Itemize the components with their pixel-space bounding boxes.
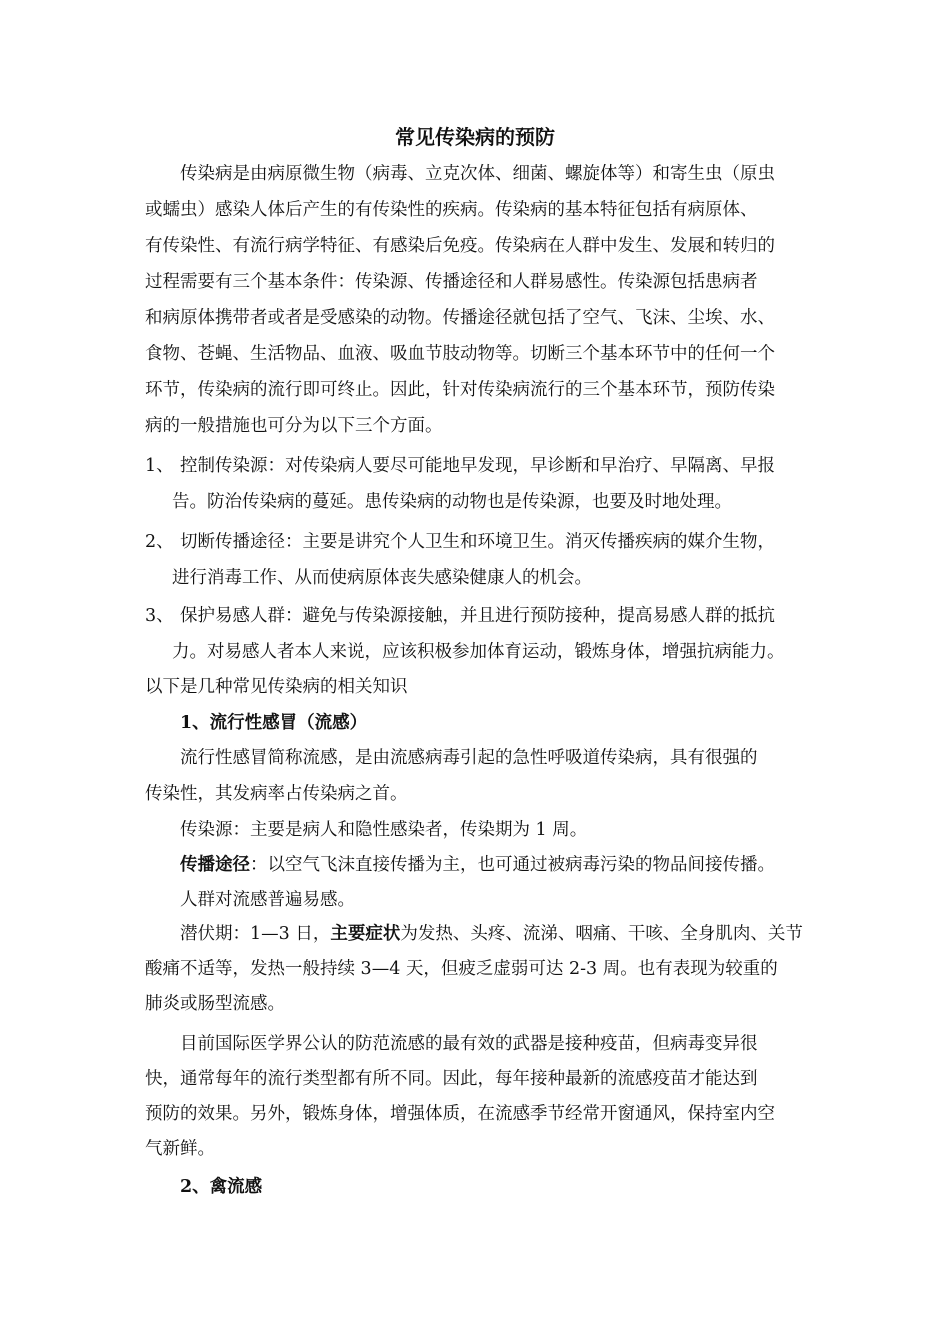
section-heading-flu: 1、流行性感冒（流感） <box>180 713 368 733</box>
flu-source: 传染源：主要是病人和隐性感染者，传染期为 1 周。 <box>180 820 588 840</box>
measure-3-cont: 力。对易感人者本人来说，应该积极参加体育运动，锻炼身体，增强抗病能力。 <box>172 642 785 662</box>
list-intro: 以下是几种常见传染病的相关知识 <box>145 677 408 697</box>
flu-incubation-line-3: 肺炎或肠型流感。 <box>145 994 285 1014</box>
measure-text: 控制传染源：对传染病人要尽可能地早发现，早诊断和早治疗、早隔离、早报 <box>180 456 775 476</box>
route-label: 传播途径 <box>180 855 250 875</box>
flu-desc-line-2: 传染性，其发病率占传染病之首。 <box>145 784 408 804</box>
measure-number: 1、 <box>145 456 174 476</box>
measure-3 <box>145 604 775 628</box>
measure-2 <box>145 530 775 554</box>
measure-1 <box>145 454 775 478</box>
intro-line-7: 环节，传染病的流行即可终止。因此，针对传染病流行的三个基本环节，预防传染 <box>145 380 775 400</box>
measure-text: 保护易感人群：避免与传染源接触，并且进行预防接种，提高易感人群的抵抗 <box>180 606 775 626</box>
flu-incubation-line-2: 酸痛不适等，发热一般持续 3—4 天，但疲乏虚弱可达 2-3 周。也有表现为较重的 <box>145 959 778 979</box>
symptom-label-2: 症状 <box>365 924 401 944</box>
flu-susceptible: 人群对流感普遍易感。 <box>180 890 355 910</box>
incubation-text: 潜伏期：1—3 日， <box>180 924 331 944</box>
intro-line-5: 和病原体携带者或者是受感染的动物。传播途径就包括了空气、飞沫、尘埃、水、 <box>145 308 775 328</box>
intro-line-1: 传染病是由病原微生物（病毒、立克次体、细菌、螺旋体等）和寄生虫（原虫 <box>180 164 775 184</box>
measure-number: 2、 <box>145 532 174 552</box>
flu-incubation <box>180 922 803 946</box>
intro-line-8: 病的一般措施也可分为以下三个方面。 <box>145 416 443 436</box>
flu-prevent-line-3: 预防的效果。另外，锻炼身体，增强体质，在流感季节经常开窗通风，保持室内空 <box>145 1104 775 1124</box>
flu-prevent-line-4: 气新鲜。 <box>145 1139 215 1159</box>
flu-route <box>180 853 775 877</box>
flu-prevent-line-1: 目前国际医学界公认的防范流感的最有效的武器是接种疫苗，但病毒变异很 <box>180 1034 758 1054</box>
route-text: ：以空气飞沫直接传播为主，也可通过被病毒污染的物品间接传播。 <box>250 855 775 875</box>
flu-prevent-line-2: 快，通常每年的流行类型都有所不同。因此，每年接种最新的流感疫苗才能达到 <box>145 1069 758 1089</box>
intro-line-4: 过程需要有三个基本条件：传染源、传播途径和人群易感性。传染源包括患病者 <box>145 272 758 292</box>
flu-desc-line-1: 流行性感冒简称流感，是由流感病毒引起的急性呼吸道传染病，具有很强的 <box>180 748 758 768</box>
incubation-text-cont: 为发热、头疼、流涕、咽痛、干咳、全身肌肉、关节 <box>400 924 803 944</box>
section-heading-avian-flu: 2、禽流感 <box>180 1177 263 1197</box>
intro-line-3: 有传染性、有流行病学特征、有感染后免疫。传染病在人群中发生、发展和转归的 <box>145 236 775 256</box>
measure-text: 切断传播途径：主要是讲究个人卫生和环境卫生。消灭传播疾病的媒介生物， <box>180 532 775 552</box>
intro-line-6: 食物、苍蝇、生活物品、血液、吸血节肢动物等。切断三个基本环节中的任何一个 <box>145 344 775 364</box>
measure-1-cont: 告。防治传染病的蔓延。患传染病的动物也是传染源，也要及时地处理。 <box>172 492 732 512</box>
intro-line-2: 或蠕虫）感染人体后产生的有传染性的疾病。传染病的基本特征包括有病原体、 <box>145 200 758 220</box>
measure-number: 3、 <box>145 606 174 626</box>
measure-2-cont: 进行消毒工作、从而使病原体丧失感染健康人的机会。 <box>172 568 592 588</box>
symptom-label-1: 主要 <box>330 924 366 944</box>
page-title: 常见传染病的预防 <box>395 125 555 149</box>
